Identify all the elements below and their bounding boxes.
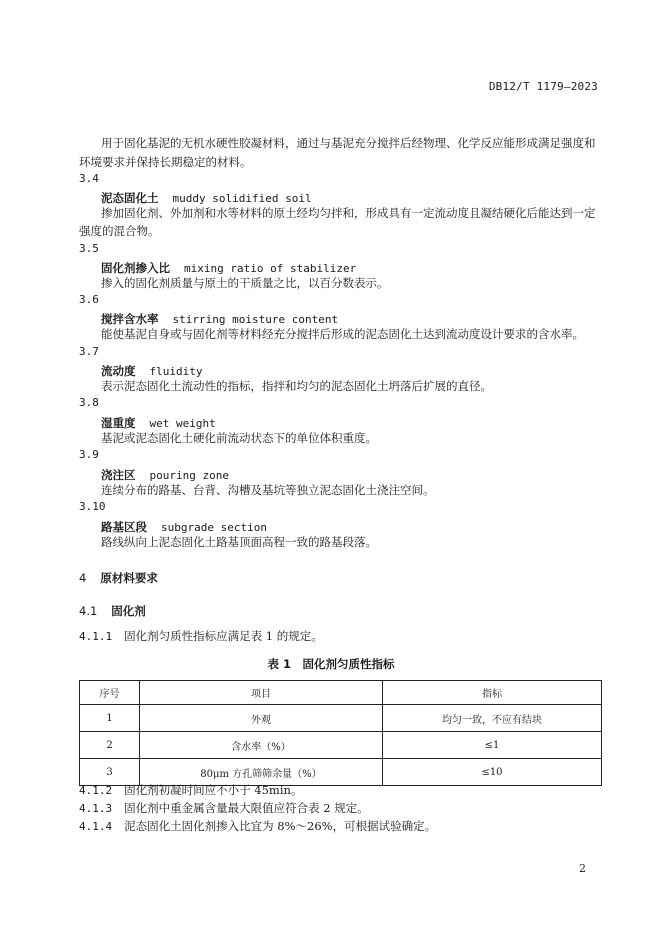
term-cn: 浇注区 (101, 468, 136, 482)
table-cell: 均匀一致，不应有结块 (383, 705, 602, 732)
term-definition: 路线纵向上泥态固化土路基顶面高程一致的路基段落。 (101, 535, 377, 549)
term-definition: 表示泥态固化土流动性的指标，指拌和均匀的泥态固化土坍落后扩展的直径。 (101, 379, 492, 393)
term-cn: 固化剂掺入比 (101, 261, 170, 275)
clause-4-1-2 (79, 781, 302, 800)
term-definition: 连续分布的路基、台背、沟槽及基坑等独立泥态固化土浇注空间。 (101, 483, 435, 497)
term-definition: 掺入的固化剂质量与原土的干质量之比，以百分数表示。 (101, 276, 389, 290)
term-definition: 基泥或泥态固化土硬化前流动状态下的单位体积重度。 (101, 431, 377, 445)
section-heading-4-1 (79, 603, 146, 619)
clause-number: 4.1.2 (79, 784, 113, 797)
intro-line-2: 环境要求并保持长期稳定的材料。 (79, 155, 252, 169)
standard-code: DB12/T 1179—2023 (488, 80, 598, 93)
table-cell: 2 (80, 732, 140, 759)
term-cn: 路基区段 (101, 520, 147, 534)
table-header-cell: 项目 (140, 681, 383, 705)
table-row (80, 732, 602, 759)
table-1 (79, 680, 602, 786)
term-en: mixing ratio of stabilizer (184, 262, 357, 275)
term-en: stirring moisture content (172, 313, 339, 326)
term-number: 3.4 (79, 172, 99, 185)
term-number: 3.7 (79, 345, 99, 358)
table-header-cell: 指标 (383, 681, 602, 705)
term-en: wet weight (149, 417, 216, 430)
section-title: 固化剂 (111, 604, 146, 618)
term-cn: 流动度 (101, 364, 136, 378)
clause-number: 4.1.1 (79, 630, 113, 643)
section-number: 4.1 (79, 604, 98, 618)
term-en: fluidity (149, 365, 203, 378)
clause-4-1-1 (79, 627, 323, 646)
table-cell: 80μm 方孔筛筛余量（%） (140, 759, 383, 786)
term-number: 3.9 (79, 448, 99, 461)
table-cell: ≤10 (383, 759, 602, 786)
clause-number: 4.1.4 (79, 820, 113, 833)
page-number: 2 (579, 862, 586, 875)
clause-text: 固化剂中重金属含量最大限值应符合表 2 规定。 (124, 801, 369, 815)
table-row (80, 705, 602, 732)
term-en: pouring zone (149, 469, 229, 482)
term-number: 3.10 (79, 500, 106, 513)
table-cell: ≤1 (383, 732, 602, 759)
table-cell: 含水率（%） (140, 732, 383, 759)
table-cell: 外观 (140, 705, 383, 732)
section-heading-4 (79, 570, 158, 586)
section-number: 4 (79, 571, 87, 585)
table-cell: 1 (80, 705, 140, 732)
table-caption: 表 1 固化剂匀质性指标 (267, 657, 395, 671)
term-definition-cont: 强度的混合物。 (79, 224, 160, 238)
term-en: muddy solidified soil (172, 192, 312, 205)
clause-number: 4.1.3 (79, 802, 113, 815)
term-definition: 能使基泥自身或与固化剂等材料经充分搅拌后形成的泥态固化土达到流动度设计要求的含水率。 (101, 327, 584, 341)
term-number: 3.6 (79, 293, 99, 306)
table-header-row (80, 681, 602, 705)
term-number: 3.5 (79, 242, 99, 255)
clause-text: 固化剂初凝时间应不小于 45min。 (124, 783, 303, 797)
term-number: 3.8 (79, 396, 99, 409)
clause-4-1-4 (79, 817, 436, 836)
clause-4-1-3 (79, 799, 369, 818)
clause-text: 泥态固化土固化剂掺入比宜为 8%～26%，可根据试验确定。 (124, 819, 437, 833)
table-cell: 3 (80, 759, 140, 786)
table-header-cell: 序号 (80, 681, 140, 705)
term-en: subgrade section (161, 521, 267, 534)
term-cn: 泥态固化土 (101, 191, 159, 205)
term-definition: 掺加固化剂、外加剂和水等材料的原土经均匀拌和，形成具有一定流动度且凝结硬化后能达到一定 (101, 206, 596, 220)
intro-line-1: 用于固化基泥的无机水硬性胶凝材料，通过与基泥充分搅拌后经物理、化学反应能形成满足强度和 (101, 136, 596, 150)
term-cn: 湿重度 (101, 416, 136, 430)
clause-text: 固化剂匀质性指标应满足表 1 的规定。 (124, 629, 323, 643)
section-title: 原材料要求 (100, 571, 158, 585)
term-cn: 搅拌含水率 (101, 312, 159, 326)
